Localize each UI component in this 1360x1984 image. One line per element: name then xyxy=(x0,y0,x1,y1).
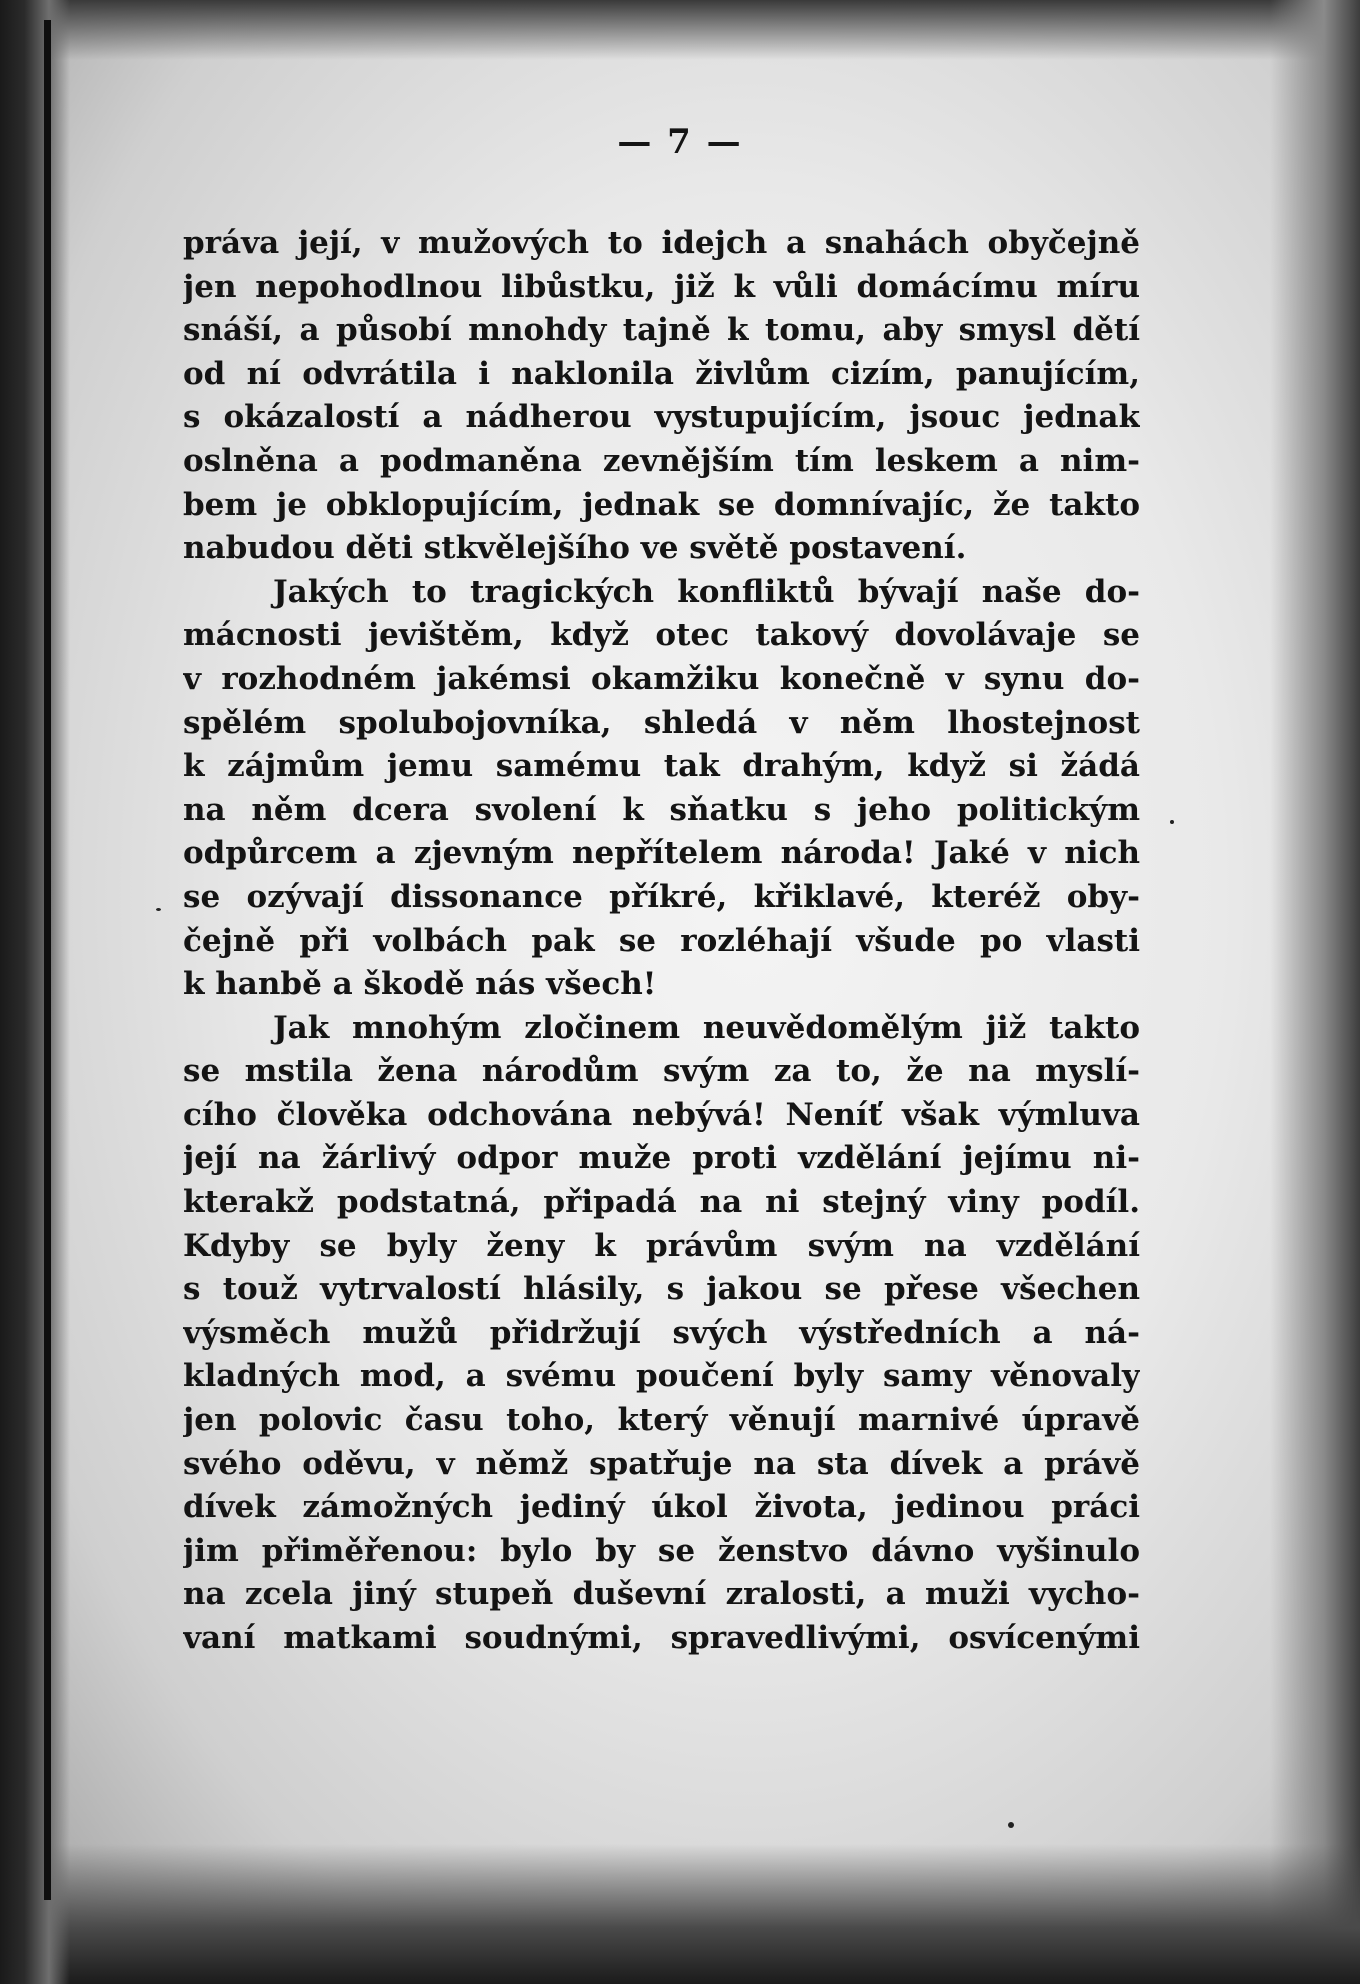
text-line: nabudou děti stkvělejšího ve světě postavení. xyxy=(183,530,967,567)
binding-edge xyxy=(44,20,51,1900)
text-line: jen nepohodlnou libůstku, již k vůli domácímu míru xyxy=(183,268,1140,305)
text-line: k zájmům jemu samému tak drahým, když si žádá xyxy=(183,748,1140,785)
text-line: její na žárlivý odpor muže proti vzdělání jejímu ni- xyxy=(183,1140,1140,1177)
binding-shadow xyxy=(0,0,70,1984)
text-line: mácnosti jevištěm, když otec takový dovolávaje se xyxy=(183,617,1140,654)
text-line: k hanbě a škodě nás všech! xyxy=(183,966,657,1003)
text-line: se ozývají dissonance příkré, křiklavé, kteréž oby- xyxy=(183,878,1140,915)
text-line: dívek zámožných jediný úkol života, jedinou práci xyxy=(183,1489,1140,1526)
text-line: jen polovic času toho, který věnují marnivé úpravě xyxy=(183,1402,1140,1439)
bottom-edge-shadow xyxy=(0,1844,1360,1984)
body-text xyxy=(183,222,1140,1661)
right-edge-shadow xyxy=(1270,0,1360,1984)
text-line: na něm dcera svolení k sňatku s jeho politickým xyxy=(183,791,1140,828)
scan-speck xyxy=(1008,1822,1014,1828)
text-line: Kdyby se byly ženy k právům svým na vzdělání xyxy=(183,1227,1140,1264)
text-line: s okázalostí a nádherou vystupujícím, jsouc jednak xyxy=(183,399,1140,436)
scan-speck xyxy=(156,908,161,911)
text-line: od ní odvrátila i naklonila živlům cizím, panujícím, xyxy=(183,355,1140,392)
page-number: — 7 — xyxy=(617,122,743,162)
text-line: Jakých to tragických konfliktů bývají naše do- xyxy=(273,573,1140,610)
text-line: jim přiměřenou: bylo by se ženstvo dávno vyšinulo xyxy=(183,1532,1140,1569)
scan-speck xyxy=(1170,820,1174,824)
text-line: na zcela jiný stupeň duševní zralosti, a muži vycho- xyxy=(183,1576,1140,1613)
text-line: vaní matkami soudnými, spravedlivými, osvícenými xyxy=(183,1620,1140,1656)
text-line: s touž vytrvalostí hlásily, s jakou se přese všechen xyxy=(183,1271,1140,1308)
text-line: oslněna a podmaněna zevnějším tím leskem a nim- xyxy=(183,442,1140,479)
text-line: kladných mod, a svému poučení byly samy věnovaly xyxy=(183,1358,1140,1395)
text-line: spělém spolubojovníka, shledá v něm lhostejnost xyxy=(183,704,1140,741)
text-line: cího člověka odchována nebývá! Neníť však výmluva xyxy=(183,1096,1140,1133)
text-line: Jak mnohým zločinem neuvědomělým již takto xyxy=(273,1009,1140,1046)
text-line: se mstila žena národům svým za to, že na myslí- xyxy=(183,1053,1140,1090)
text-line: snáší, a působí mnohdy tajně k tomu, aby smysl dětí xyxy=(183,312,1140,349)
text-line: kterakž podstatná, připadá na ni stejný viny podíl. xyxy=(183,1184,1140,1221)
text-line: svého oděvu, v němž spatřuje na sta dívek a právě xyxy=(183,1445,1140,1482)
text-line: výsměch mužů přidržují svých výstředních a ná- xyxy=(183,1314,1140,1351)
text-line: čejně při volbách pak se rozléhají všude po vlasti xyxy=(183,922,1140,959)
text-line: práva její, v mužových to idejch a snahách obyčejně xyxy=(183,225,1140,261)
text-line: v rozhodném jakémsi okamžiku konečně v synu do- xyxy=(183,660,1140,697)
top-edge-shadow xyxy=(0,0,1360,60)
text-line: bem je obklopujícím, jednak se domnívajíc, že takto xyxy=(183,486,1140,523)
text-line: odpůrcem a zjevným nepřítelem národa! Jaké v nich xyxy=(183,835,1140,872)
